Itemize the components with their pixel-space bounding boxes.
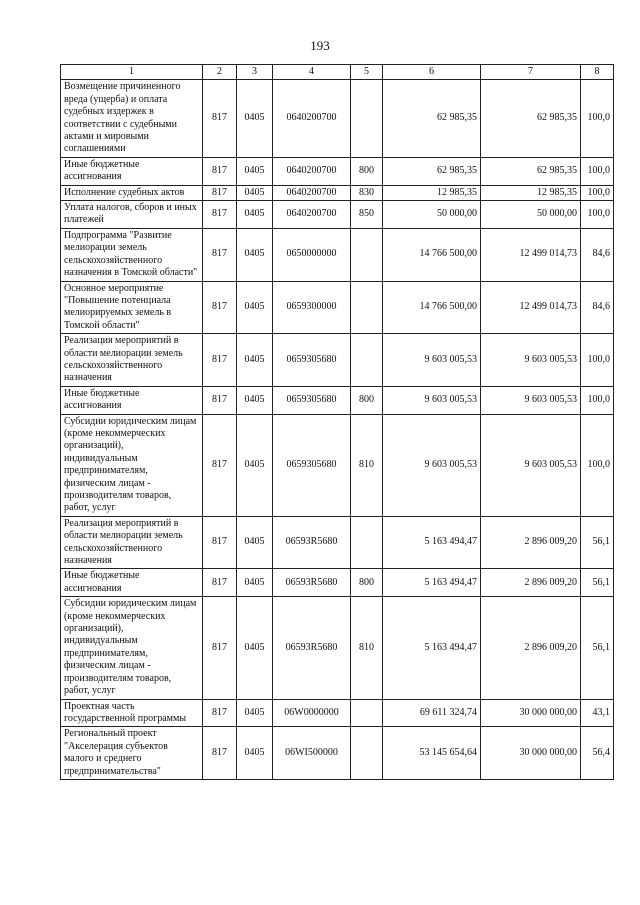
row-percent: 56,1	[581, 569, 614, 597]
column-header: 3	[237, 65, 273, 80]
row-section-code: 0405	[237, 569, 273, 597]
row-percent: 56,1	[581, 516, 614, 569]
column-header: 7	[481, 65, 581, 80]
row-section-code: 0405	[237, 414, 273, 516]
row-executed-amount: 62 985,35	[481, 157, 581, 185]
row-planned-amount: 9 603 005,53	[383, 334, 481, 387]
row-percent: 84,6	[581, 228, 614, 281]
row-expense-type: 850	[351, 201, 383, 229]
row-admin-code: 817	[203, 414, 237, 516]
row-percent: 100,0	[581, 185, 614, 200]
row-expense-type: 800	[351, 157, 383, 185]
row-planned-amount: 50 000,00	[383, 201, 481, 229]
row-planned-amount: 14 766 500,00	[383, 281, 481, 334]
row-admin-code: 817	[203, 157, 237, 185]
row-planned-amount: 9 603 005,53	[383, 386, 481, 414]
row-planned-amount: 53 145 654,64	[383, 727, 481, 780]
row-target-code: 06593R5680	[273, 597, 351, 699]
row-expense-type	[351, 80, 383, 157]
row-target-code: 0659305680	[273, 334, 351, 387]
row-name: Иные бюджетные ассигнования	[61, 386, 203, 414]
column-header: 1	[61, 65, 203, 80]
table-row	[61, 414, 614, 516]
row-executed-amount: 12 985,35	[481, 185, 581, 200]
row-target-code: 06WI500000	[273, 727, 351, 780]
row-executed-amount: 9 603 005,53	[481, 414, 581, 516]
row-expense-type: 810	[351, 597, 383, 699]
table-row	[61, 386, 614, 414]
row-name: Подпрограмма "Развитие мелиорации земель сельскохозяйственного назначения в Томской области"	[61, 228, 203, 281]
row-executed-amount: 9 603 005,53	[481, 334, 581, 387]
row-expense-type: 810	[351, 414, 383, 516]
table-row	[61, 597, 614, 699]
row-target-code: 0659300000	[273, 281, 351, 334]
row-section-code: 0405	[237, 699, 273, 727]
table-row	[61, 157, 614, 185]
row-planned-amount: 5 163 494,47	[383, 597, 481, 699]
row-percent: 100,0	[581, 80, 614, 157]
table-row	[61, 185, 614, 200]
row-expense-type	[351, 228, 383, 281]
row-percent: 84,6	[581, 281, 614, 334]
row-section-code: 0405	[237, 516, 273, 569]
table-body	[61, 80, 614, 780]
row-percent: 100,0	[581, 414, 614, 516]
row-section-code: 0405	[237, 281, 273, 334]
row-target-code: 06593R5680	[273, 516, 351, 569]
row-executed-amount: 2 896 009,20	[481, 569, 581, 597]
row-admin-code: 817	[203, 516, 237, 569]
row-section-code: 0405	[237, 185, 273, 200]
row-admin-code: 817	[203, 228, 237, 281]
row-planned-amount: 5 163 494,47	[383, 569, 481, 597]
table-row	[61, 281, 614, 334]
row-expense-type: 800	[351, 386, 383, 414]
row-section-code: 0405	[237, 201, 273, 229]
table-row	[61, 334, 614, 387]
row-target-code: 0650000000	[273, 228, 351, 281]
row-planned-amount: 9 603 005,53	[383, 414, 481, 516]
row-expense-type: 800	[351, 569, 383, 597]
row-expense-type	[351, 334, 383, 387]
row-target-code: 0640200700	[273, 157, 351, 185]
page-number: 193	[310, 38, 330, 53]
row-expense-type	[351, 727, 383, 780]
row-expense-type	[351, 516, 383, 569]
row-planned-amount: 12 985,35	[383, 185, 481, 200]
row-admin-code: 817	[203, 699, 237, 727]
row-section-code: 0405	[237, 157, 273, 185]
row-target-code: 06593R5680	[273, 569, 351, 597]
row-percent: 100,0	[581, 386, 614, 414]
row-name: Субсидии юридическим лицам (кроме некоммерческих организаций), индивидуальным предпринимателям, физическим лицам - производителям товаров, работ, услуг	[61, 414, 203, 516]
row-section-code: 0405	[237, 597, 273, 699]
row-admin-code: 817	[203, 201, 237, 229]
row-percent: 100,0	[581, 157, 614, 185]
row-percent: 56,1	[581, 597, 614, 699]
budget-table	[60, 64, 614, 780]
row-target-code: 0659305680	[273, 386, 351, 414]
row-target-code: 0659305680	[273, 414, 351, 516]
row-admin-code: 817	[203, 569, 237, 597]
row-admin-code: 817	[203, 727, 237, 780]
row-name: Иные бюджетные ассигнования	[61, 157, 203, 185]
row-section-code: 0405	[237, 228, 273, 281]
row-executed-amount: 50 000,00	[481, 201, 581, 229]
table-row	[61, 228, 614, 281]
column-header: 5	[351, 65, 383, 80]
row-name: Проектная часть государственной программы	[61, 699, 203, 727]
column-header: 2	[203, 65, 237, 80]
row-expense-type	[351, 699, 383, 727]
row-planned-amount: 69 611 324,74	[383, 699, 481, 727]
row-executed-amount: 30 000 000,00	[481, 699, 581, 727]
row-name: Реализация мероприятий в области мелиорации земель сельскохозяйственного назначения	[61, 516, 203, 569]
header-row	[61, 65, 614, 80]
row-name: Региональный проект "Акселерация субъектов малого и среднего предпринимательства"	[61, 727, 203, 780]
row-name: Уплата налогов, сборов и иных платежей	[61, 201, 203, 229]
row-name: Возмещение причиненного вреда (ущерба) и оплата судебных издержек в соответствии с судебными актами и мировыми соглашениями	[61, 80, 203, 157]
table-row	[61, 569, 614, 597]
column-header: 6	[383, 65, 481, 80]
row-planned-amount: 62 985,35	[383, 80, 481, 157]
row-expense-type: 830	[351, 185, 383, 200]
table-row	[61, 201, 614, 229]
row-name: Реализация мероприятий в области мелиорации земель сельскохозяйственного назначения	[61, 334, 203, 387]
table-row	[61, 699, 614, 727]
table-row	[61, 80, 614, 157]
row-executed-amount: 9 603 005,53	[481, 386, 581, 414]
row-executed-amount: 12 499 014,73	[481, 228, 581, 281]
row-admin-code: 817	[203, 281, 237, 334]
row-executed-amount: 30 000 000,00	[481, 727, 581, 780]
row-target-code: 06W0000000	[273, 699, 351, 727]
column-header: 4	[273, 65, 351, 80]
row-target-code: 0640200700	[273, 185, 351, 200]
table-row	[61, 516, 614, 569]
row-executed-amount: 62 985,35	[481, 80, 581, 157]
row-executed-amount: 12 499 014,73	[481, 281, 581, 334]
row-admin-code: 817	[203, 597, 237, 699]
row-executed-amount: 2 896 009,20	[481, 516, 581, 569]
row-admin-code: 817	[203, 386, 237, 414]
row-target-code: 0640200700	[273, 201, 351, 229]
row-executed-amount: 2 896 009,20	[481, 597, 581, 699]
row-percent: 100,0	[581, 201, 614, 229]
table-row	[61, 727, 614, 780]
row-target-code: 0640200700	[273, 80, 351, 157]
row-admin-code: 817	[203, 185, 237, 200]
column-header: 8	[581, 65, 614, 80]
row-percent: 100,0	[581, 334, 614, 387]
row-name: Иные бюджетные ассигнования	[61, 569, 203, 597]
row-planned-amount: 5 163 494,47	[383, 516, 481, 569]
row-percent: 56,4	[581, 727, 614, 780]
row-planned-amount: 62 985,35	[383, 157, 481, 185]
row-name: Основное мероприятие "Повышение потенциала мелиорируемых земель в Томской области"	[61, 281, 203, 334]
row-name: Исполнение судебных актов	[61, 185, 203, 200]
row-section-code: 0405	[237, 386, 273, 414]
row-expense-type	[351, 281, 383, 334]
row-name: Субсидии юридическим лицам (кроме некоммерческих организаций), индивидуальным предпринимателям, физическим лицам - производителям товаров, работ, услуг	[61, 597, 203, 699]
row-planned-amount: 14 766 500,00	[383, 228, 481, 281]
row-section-code: 0405	[237, 334, 273, 387]
row-admin-code: 817	[203, 80, 237, 157]
row-section-code: 0405	[237, 727, 273, 780]
row-percent: 43,1	[581, 699, 614, 727]
row-admin-code: 817	[203, 334, 237, 387]
row-section-code: 0405	[237, 80, 273, 157]
